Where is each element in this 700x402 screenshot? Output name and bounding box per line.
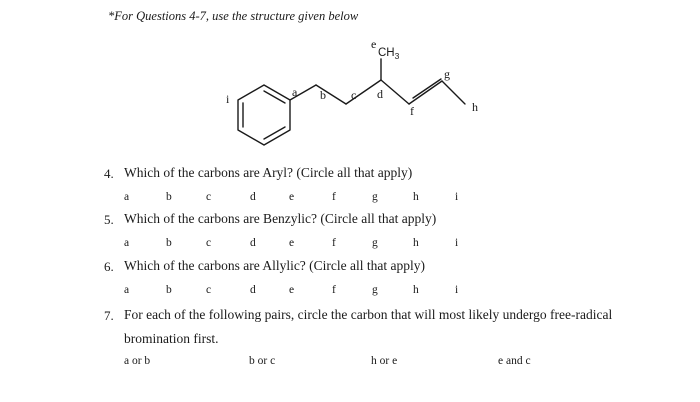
q4-option-a[interactable]: a [124,191,130,203]
question-6-number: 6. [104,259,114,274]
question-4-text: Which of the carbons are Aryl? (Circle all that apply) [124,165,413,180]
q6-option-g[interactable]: g [372,284,378,296]
q5-option-d[interactable]: d [250,237,256,249]
question-6-text: Which of the carbons are Allylic? (Circle all that apply) [124,258,426,273]
q6-option-i[interactable]: i [455,284,459,296]
q5-option-f[interactable]: f [332,237,336,249]
label-b: b [320,88,326,102]
question-7-number: 7. [104,308,114,323]
q7-pair-b-or-c[interactable]: b or c [249,355,276,367]
bond-f-g-double [413,79,441,98]
bond-f-g [409,81,442,104]
bond-g-h [442,81,465,104]
q7-pair-a-or-b[interactable]: a or b [124,355,151,367]
q5-option-h[interactable]: h [413,237,419,249]
q4-option-d[interactable]: d [250,191,256,203]
ring-double-bond-2 [264,127,285,139]
q4-option-c[interactable]: c [206,191,212,203]
molecule-structure [0,0,700,170]
label-i: i [226,92,230,106]
label-h: h [472,100,478,114]
label-f: f [410,104,414,118]
q6-option-a[interactable]: a [124,284,130,296]
question-4-number: 4. [104,166,114,181]
question-7-text-line1: For each of the following pairs, circle the carbon that will most likely undergo free-radical [124,307,613,322]
q5-option-e[interactable]: e [289,237,295,249]
question-5-number: 5. [104,212,114,227]
label-e: e [371,37,377,51]
q6-option-f[interactable]: f [332,284,336,296]
label-c: c [351,88,357,102]
q4-option-f[interactable]: f [332,191,336,203]
q6-option-e[interactable]: e [289,284,295,296]
benzene-ring [238,85,290,145]
q7-pair-h-or-e[interactable]: h or e [371,355,398,367]
q4-option-h[interactable]: h [413,191,419,203]
q5-option-a[interactable]: a [124,237,130,249]
q7-pair-e-and-c[interactable]: e and c [498,355,531,367]
question-5-text: Which of the carbons are Benzylic? (Circle all that apply) [124,211,437,226]
q6-option-d[interactable]: d [250,284,256,296]
q6-option-h[interactable]: h [413,284,419,296]
q4-option-b[interactable]: b [166,191,172,203]
q4-option-g[interactable]: g [372,191,378,203]
label-d: d [377,87,383,101]
q5-option-c[interactable]: c [206,237,212,249]
q4-option-i[interactable]: i [455,191,459,203]
label-g: g [444,67,450,81]
q5-option-b[interactable]: b [166,237,172,249]
q6-option-c[interactable]: c [206,284,212,296]
q4-option-e[interactable]: e [289,191,295,203]
bond-d-f [381,80,409,104]
label-a: a [292,85,298,99]
q5-option-i[interactable]: i [455,237,459,249]
ch3-group: $CH_3$ [378,47,400,61]
instructions-header: *For Questions 4-7, use the structure given below [108,9,359,23]
q6-option-b[interactable]: b [166,284,172,296]
question-7-text-line2: bromination first. [124,331,219,346]
q5-option-g[interactable]: g [372,237,378,249]
ring-double-bond-1 [264,91,285,103]
